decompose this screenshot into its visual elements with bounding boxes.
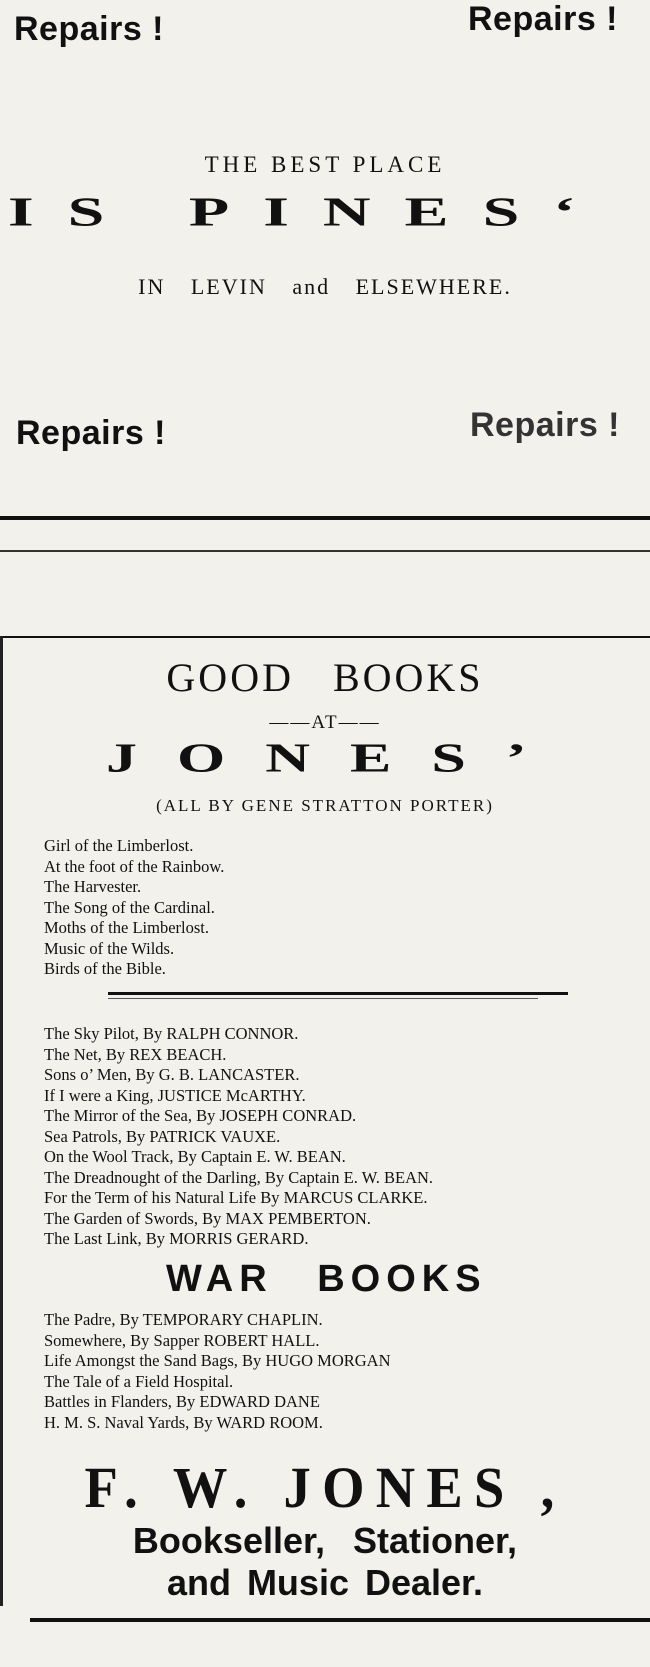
list-item: At the foot of the Rainbow. [44,856,225,876]
ad-border-left [0,636,3,1606]
list-item: On the Wool Track, By Captain E. W. BEAN. [44,1147,346,1166]
in-levin-line: IN LEVIN and ELSEWHERE. [138,274,512,299]
list-item: The Garden of Swords, By MAX PEMBERTON. [44,1208,371,1228]
list-item: The Mirror of the Sea, By JOSEPH CONRAD. [44,1106,357,1125]
list-item: The Dreadnought of the Darling, By Captain E. W. BEAN. [44,1167,434,1187]
war-book-list [44,1310,391,1433]
trade-line-1: Bookseller, Stationer, [132,1520,518,1561]
repairs-top-right: Repairs ! [468,0,618,38]
list-item: The Tale of a Field Hospital. [44,1371,234,1391]
list-item: Music of the Wilds. [44,938,175,958]
porter-subheading: (ALL BY GENE STRATTON PORTER) [156,796,494,815]
repairs-top-left: Repairs ! [14,10,164,48]
divider-rule [108,998,538,999]
list-item: Somewhere, By Sapper ROBERT HALL. [44,1330,320,1350]
fw-jones-signature: F. W. JONES , [84,1455,566,1520]
divider-rule [0,636,650,638]
list-item: Birds of the Bible. [44,959,166,978]
war-books-heading: WAR BOOKS [166,1258,487,1300]
list-item: The Net, By REX BEACH. [44,1044,227,1064]
other-book-list [44,1024,433,1250]
is-pines-text: IS PINES [8,189,554,235]
list-item: The Sky Pilot, By RALPH CONNOR. [44,1024,299,1043]
list-item: The Harvester. [44,877,142,896]
best-place-line: THE BEST PLACE [204,152,446,177]
pines-apostrophe: ‘ [553,189,610,235]
divider-rule [30,1618,650,1622]
list-item: Moths of the Limberlost. [44,918,209,937]
list-item: The Last Link, By MORRIS GERARD. [44,1229,309,1248]
jones-headline: JONES’ [106,736,567,781]
list-item: Sea Patrols, By PATRICK VAUXE. [44,1126,281,1146]
trade-line-2: and Music Dealer. [166,1562,484,1603]
repairs-bottom-right: Repairs ! [470,406,620,444]
repairs-bottom-left: Repairs ! [16,414,166,452]
list-item: The Padre, By TEMPORARY CHAPLIN. [44,1310,323,1329]
good-books-heading: GOOD BOOKS [166,655,484,700]
list-item: If I were a King, JUSTICE McARTHY. [44,1085,306,1105]
list-item: For the Term of his Natural Life By MARCUS CLARKE. [44,1188,428,1207]
porter-book-list [44,836,224,980]
is-pines-headline [8,189,648,235]
divider-rule [108,992,568,995]
divider-rule [0,550,650,552]
list-item: Battles in Flanders, By EDWARD DANE [44,1392,320,1411]
divider-rule [0,516,650,520]
list-item: Life Amongst the Sand Bags, By HUGO MORGAN [44,1351,391,1370]
list-item: H. M. S. Naval Yards, By WARD ROOM. [44,1412,323,1432]
list-item: Sons o’ Men, By G. B. LANCASTER. [44,1065,300,1084]
list-item: Girl of the Limberlost. [44,836,194,855]
list-item: The Song of the Cardinal. [44,897,215,917]
at-line: ——AT—— [269,712,381,733]
